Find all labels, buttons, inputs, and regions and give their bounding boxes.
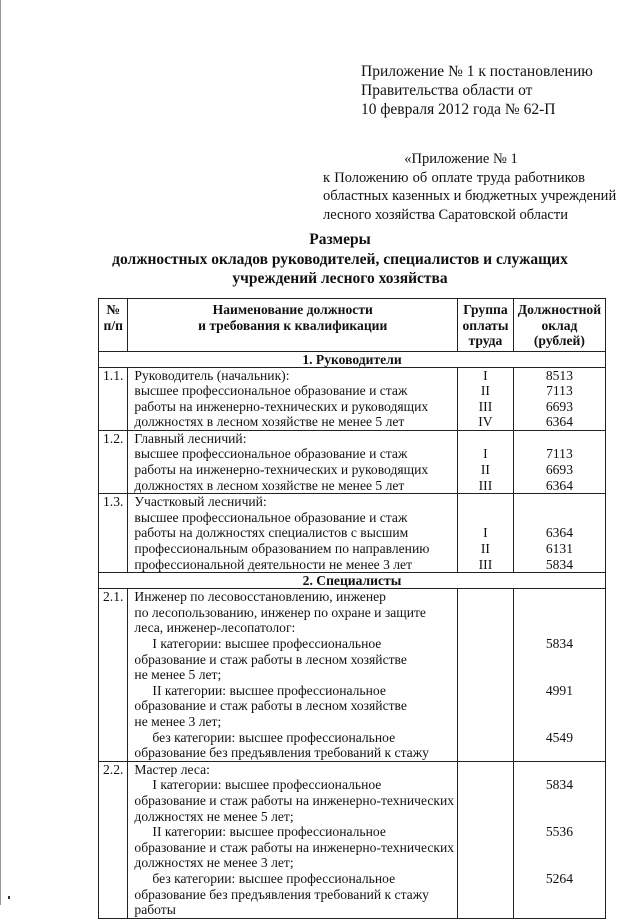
pay-group-cell — [458, 761, 514, 918]
table-row — [99, 761, 606, 918]
pay-group-empty — [461, 855, 510, 871]
pay-group-cell — [458, 430, 514, 493]
description-line: высшее профессиональное образование и стаж — [134, 509, 408, 525]
description-line: Участковый лесничий: — [134, 494, 267, 510]
appendix-line: областных казенных и бюджетных учреждений — [323, 188, 617, 204]
pay-group-empty — [461, 762, 510, 778]
pay-group-empty — [461, 667, 510, 683]
table-header-row — [99, 299, 606, 352]
pay-group-empty — [461, 793, 510, 809]
salary-empty — [517, 605, 602, 621]
pay-group-value: III — [478, 398, 493, 414]
header-num: № п/п — [99, 299, 128, 352]
description-line: II категории: высшее профессиональное — [152, 824, 386, 840]
description-line: без категории: высшее профессиональное — [152, 870, 396, 886]
document-title — [60, 230, 620, 289]
resolution-line: Правительства области от — [361, 82, 533, 99]
description-line: образование без предъявления требований к стажу — [134, 745, 429, 761]
pay-group-empty — [461, 887, 510, 903]
pay-group-empty — [461, 745, 510, 761]
description-line: Мастер леса: — [134, 761, 210, 777]
description-line: I категории: высшее профессиональное — [152, 636, 382, 651]
pay-group-empty — [461, 620, 510, 636]
salary-value: 7113 — [546, 383, 573, 399]
description-line: профессиональным образованием по направлению — [134, 541, 430, 557]
salary-value: 5264 — [545, 870, 573, 886]
description-line: образование и стаж работы в лесном хозяйстве — [134, 698, 407, 714]
scan-artifact-mark — [8, 896, 10, 899]
appendix-title: «Приложение № 1 — [404, 151, 518, 167]
pay-group-value: IV — [478, 414, 493, 430]
pay-group-value: II — [480, 383, 490, 399]
description-line: не менее 5 лет; — [134, 667, 222, 683]
description-line: образование и стаж работы в лесном хозяйстве — [134, 651, 407, 667]
pay-group-empty — [461, 431, 510, 447]
description-line: должностях в лесном хозяйстве не менее 5 лет — [134, 414, 405, 430]
salary-empty — [517, 840, 602, 856]
salary-empty — [517, 431, 602, 447]
description-line: работы на инженерно-технических и руководящих — [134, 462, 429, 478]
resolution-reference — [361, 62, 593, 119]
title-line: учреждений лесного хозяйства — [232, 270, 448, 287]
pay-group-empty — [461, 777, 510, 793]
description-line: работы на должностях специалистов с высшим — [134, 525, 409, 541]
salary-empty — [517, 902, 602, 918]
description-line: I категории: высшее профессиональное — [152, 777, 382, 793]
salary-empty — [517, 510, 602, 526]
description-line: образование и стаж работы на инженерно-технических — [134, 792, 455, 808]
position-description — [128, 367, 458, 430]
pay-group-value: II — [480, 462, 490, 478]
pay-group-empty — [461, 636, 510, 652]
pay-group-value: II — [480, 541, 490, 557]
position-description — [128, 589, 458, 762]
salary-cell — [513, 761, 605, 918]
pay-group-cell — [458, 367, 514, 430]
row-number: 1.3. — [99, 494, 128, 573]
resolution-line: 10 февраля 2012 года № 62-П — [361, 101, 556, 118]
pay-group-value: I — [483, 525, 488, 541]
salary-empty — [517, 652, 602, 668]
salary-value: 6364 — [545, 414, 573, 430]
row-number: 1.2. — [99, 430, 128, 493]
pay-group-empty — [461, 902, 510, 918]
description-line: Главный лесничий: — [134, 430, 247, 446]
salary-value: 6364 — [545, 525, 573, 541]
salary-empty — [517, 855, 602, 871]
salary-empty — [517, 745, 602, 761]
description-line: образование и стаж работы на инженерно-технических — [134, 839, 455, 855]
salary-value: 5834 — [545, 777, 573, 793]
pay-group-empty — [461, 824, 510, 840]
description-line: Руководитель (начальник): — [134, 367, 290, 383]
title-line: Размеры — [309, 231, 371, 248]
table-row — [99, 589, 606, 762]
section-header-row — [99, 573, 606, 589]
salary-value: 6364 — [545, 477, 573, 493]
pay-group-empty — [461, 589, 510, 605]
salary-cell — [513, 589, 605, 762]
pay-group-empty — [461, 494, 510, 510]
salary-cell — [513, 494, 605, 573]
position-description — [128, 761, 458, 918]
salary-value: 8513 — [545, 367, 573, 383]
row-number: 2.2. — [99, 761, 128, 918]
pay-group-value: I — [483, 367, 488, 383]
pay-group-empty — [461, 809, 510, 825]
salary-empty — [517, 494, 602, 510]
table-row — [99, 367, 606, 430]
row-number: 2.1. — [99, 589, 128, 762]
salary-empty — [517, 793, 602, 809]
pay-group-value: I — [483, 446, 488, 462]
salary-value: 4991 — [545, 682, 573, 698]
description-line: должностях не менее 5 лет; — [134, 808, 294, 824]
salary-value: 6131 — [545, 541, 573, 557]
description-line: образование без предъявления требований к стажу — [134, 886, 429, 902]
table-body — [99, 351, 606, 918]
pay-group-empty — [461, 698, 510, 714]
header-salary: Должностной оклад (рублей) — [513, 299, 605, 352]
scan-page-edge — [0, 0, 1, 905]
salary-value: 4549 — [545, 729, 573, 745]
salary-empty — [517, 762, 602, 778]
salary-empty — [517, 714, 602, 730]
description-line: II категории: высшее профессиональное — [152, 682, 386, 698]
salary-empty — [517, 887, 602, 903]
description-line: работы — [134, 902, 176, 918]
appendix-line: лесного хозяйства Саратовской области — [323, 206, 568, 223]
pay-group-empty — [461, 730, 510, 746]
salary-value: 7113 — [546, 446, 573, 462]
salary-value: 5834 — [545, 556, 573, 572]
appendix-reference — [323, 150, 617, 224]
salary-empty — [517, 589, 602, 605]
description-line: должностях в лесном хозяйстве не менее 5 лет — [134, 477, 405, 493]
title-line: должностных окладов руководителей, специалистов и служащих — [112, 250, 568, 268]
pay-group-empty — [461, 871, 510, 887]
description-line: Инженер по лесовосстановлению, инженер — [134, 589, 386, 605]
appendix-line: к Положению об оплате труда работников — [323, 169, 585, 186]
salary-empty — [517, 698, 602, 714]
salary-cell — [513, 430, 605, 493]
salary-cell — [513, 367, 605, 430]
salary-value: 6693 — [545, 398, 573, 414]
pay-group-empty — [461, 510, 510, 526]
table-row — [99, 430, 606, 493]
salary-empty — [517, 620, 602, 636]
pay-group-cell — [458, 494, 514, 573]
description-line: должностях не менее 3 лет; — [134, 855, 294, 871]
pay-group-value: III — [478, 477, 493, 493]
description-line: не менее 3 лет; — [134, 713, 222, 729]
salary-value: 6693 — [545, 462, 573, 478]
header-group: Группа оплаты труда — [458, 299, 514, 352]
pay-group-cell — [458, 589, 514, 762]
row-number: 1.1. — [99, 367, 128, 430]
pay-group-empty — [461, 605, 510, 621]
pay-group-empty — [461, 683, 510, 699]
description-line: без категории: высшее профессиональное — [152, 729, 396, 745]
section-title: 2. Специалисты — [99, 573, 606, 589]
description-line: леса, инженер-лесопатолог: — [134, 620, 296, 636]
salary-table — [98, 298, 606, 919]
description-line: профессиональной деятельности не менее 3 лет — [134, 556, 413, 572]
resolution-line: Приложение № 1 к постановлению — [361, 63, 593, 80]
pay-group-value: III — [478, 556, 493, 572]
salary-value: 5834 — [545, 636, 573, 651]
description-line: высшее профессиональное образование и стаж — [134, 383, 408, 399]
header-name: Наименование должности и требования к квалификации — [128, 299, 458, 352]
salary-value: 5536 — [545, 824, 573, 840]
pay-group-empty — [461, 714, 510, 730]
pay-group-empty — [461, 652, 510, 668]
position-description — [128, 430, 458, 493]
section-title: 1. Руководители — [99, 351, 606, 367]
description-line: работы на инженерно-технических и руководящих — [134, 398, 429, 414]
salary-empty — [517, 667, 602, 683]
table-row — [99, 494, 606, 573]
salary-empty — [517, 809, 602, 825]
pay-group-empty — [461, 840, 510, 856]
description-line: по лесопользованию, инженер по охране и защите — [134, 604, 426, 620]
position-description — [128, 494, 458, 573]
section-header-row — [99, 351, 606, 367]
description-line: высшее профессиональное образование и стаж — [134, 446, 408, 462]
